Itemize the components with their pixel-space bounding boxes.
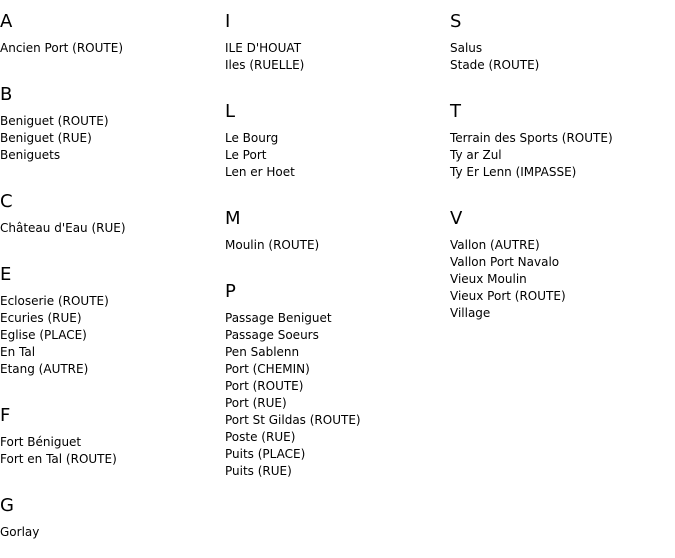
street-list [450,130,613,181]
letter-section [0,263,126,394]
street-list [450,237,613,322]
street-link[interactable]: Port (CHEMIN) [225,362,310,376]
letter-section [0,83,126,180]
street-link[interactable]: Puits (RUE) [225,464,292,478]
street-list [225,130,361,181]
section-letter-heading: A [0,11,13,32]
street-link[interactable]: Len er Hoet [225,165,295,179]
section-spacer [225,254,361,270]
letter-section [0,190,126,253]
street-link[interactable]: Château d'Eau (RUE) [0,221,126,235]
street-link[interactable]: Le Port [225,148,267,162]
street-link[interactable]: Passage Beniguet [225,311,332,325]
section-spacer [0,468,126,484]
street-link[interactable]: Moulin (ROUTE) [225,238,320,252]
street-list [0,113,126,164]
section-letter-heading: V [450,208,463,229]
street-link[interactable]: Port St Gildas (ROUTE) [225,413,361,427]
street-link[interactable]: Ty Er Lenn (IMPASSE) [450,165,577,179]
street-link[interactable]: Salus [450,41,483,55]
street-link[interactable]: Beniguets [0,148,61,162]
letter-section [225,280,361,496]
section-spacer [225,74,361,90]
street-link[interactable]: En Tal [0,345,36,359]
street-list [225,40,361,74]
section-letter-heading: L [225,101,236,122]
section-letter-heading: C [0,191,13,212]
street-link[interactable]: Le Bourg [225,131,279,145]
street-link[interactable]: Gorlay [0,525,40,539]
letter-section [0,10,126,73]
street-list [0,40,126,57]
section-letter-heading: I [225,11,231,32]
letter-section [450,207,613,338]
letter-section [225,10,361,90]
section-spacer [0,541,126,557]
section-spacer [225,181,361,197]
section-spacer [225,480,361,496]
section-spacer [0,164,126,180]
letter-section [225,207,361,270]
section-spacer [450,181,613,197]
street-link[interactable]: Poste (RUE) [225,430,296,444]
section-spacer [0,57,126,73]
street-link[interactable]: Pen Sablenn [225,345,300,359]
street-list [225,310,361,480]
street-index-column-1 [0,0,126,557]
street-link[interactable]: Ecuries (RUE) [0,311,82,325]
section-spacer [0,237,126,253]
letter-section [450,100,613,197]
street-link[interactable]: Iles (RUELLE) [225,58,305,72]
street-link[interactable]: Eglise (PLACE) [0,328,87,342]
street-link[interactable]: ILE D'HOUAT [225,41,302,55]
street-link[interactable]: Vallon (AUTRE) [450,238,540,252]
street-index-column-2 [225,0,361,496]
street-link[interactable]: Fort Béniguet [0,435,82,449]
street-link[interactable]: Passage Soeurs [225,328,319,342]
section-letter-heading: S [450,11,462,32]
letter-section [225,100,361,197]
section-letter-heading: E [0,264,12,285]
section-letter-heading: P [225,281,236,302]
street-list [225,237,361,254]
street-list [0,220,126,237]
street-link[interactable]: Beniguet (RUE) [0,131,92,145]
section-letter-heading: B [0,84,13,105]
section-spacer [0,378,126,394]
letter-section [0,494,126,557]
street-list [0,524,126,541]
street-link[interactable]: Etang (AUTRE) [0,362,89,376]
street-link[interactable]: Vallon Port Navalo [450,255,560,269]
street-list [450,40,613,74]
street-link[interactable]: Terrain des Sports (ROUTE) [450,131,613,145]
street-link[interactable]: Ancien Port (ROUTE) [0,41,123,55]
street-list [0,434,126,468]
street-index-column-3 [450,0,613,338]
letter-section [0,404,126,484]
street-link[interactable]: Port (RUE) [225,396,287,410]
street-link[interactable]: Vieux Moulin [450,272,527,286]
street-list [0,293,126,378]
street-link[interactable]: Stade (ROUTE) [450,58,540,72]
street-link[interactable]: Vieux Port (ROUTE) [450,289,566,303]
street-link[interactable]: Village [450,306,491,320]
street-link[interactable]: Ecloserie (ROUTE) [0,294,109,308]
section-spacer [450,74,613,90]
street-link[interactable]: Ty ar Zul [450,148,502,162]
section-letter-heading: F [0,405,11,426]
section-letter-heading: M [225,208,241,229]
section-letter-heading: T [450,101,461,122]
street-link[interactable]: Port (ROUTE) [225,379,304,393]
street-link[interactable]: Puits (PLACE) [225,447,306,461]
street-link[interactable]: Beniguet (ROUTE) [0,114,109,128]
street-link[interactable]: Fort en Tal (ROUTE) [0,452,117,466]
section-spacer [450,322,613,338]
letter-section [450,10,613,90]
section-letter-heading: G [0,495,14,516]
